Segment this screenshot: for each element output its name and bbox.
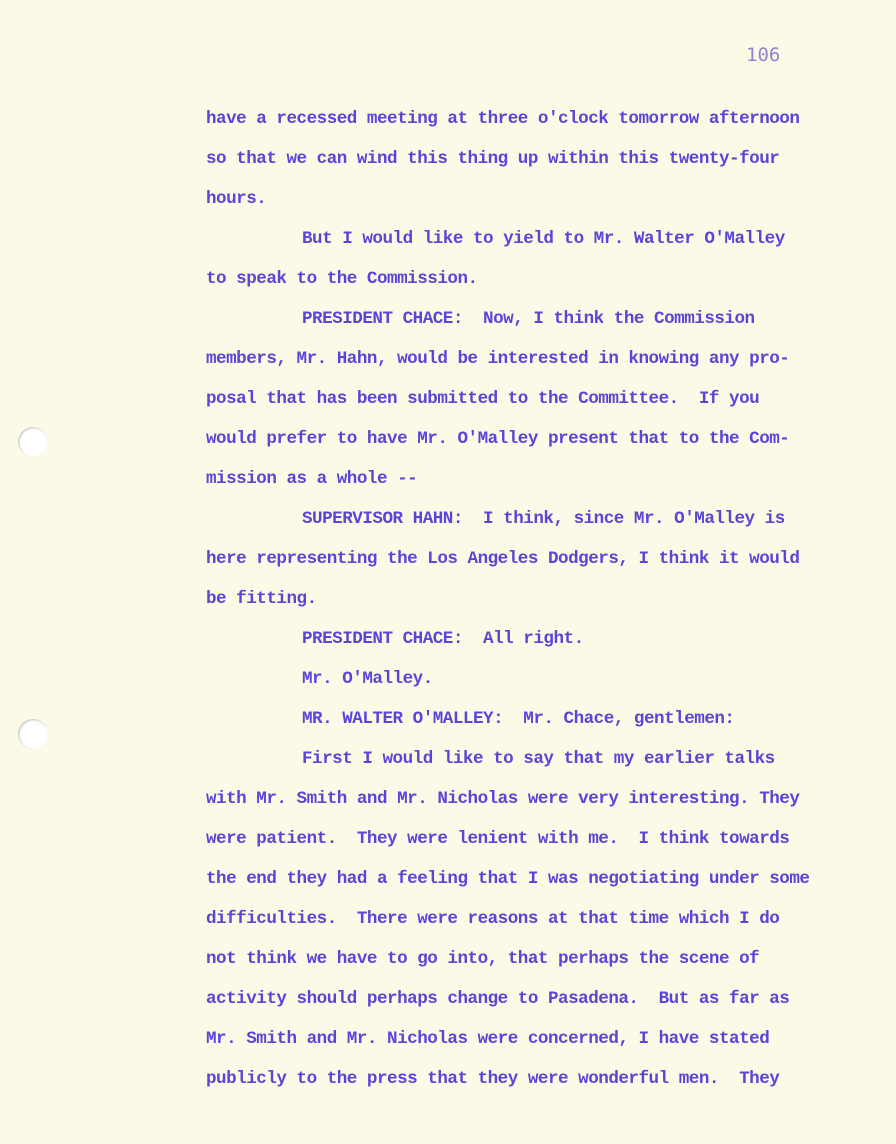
transcript-line: with Mr. Smith and Mr. Nicholas were very interesting. They bbox=[206, 789, 800, 809]
punch-hole bbox=[18, 719, 48, 749]
transcript-line: MR. WALTER O'MALLEY: Mr. Chace, gentlemen: bbox=[302, 709, 735, 729]
transcript-line: would prefer to have Mr. O'Malley present that to the Com- bbox=[206, 429, 790, 449]
transcript-line: Mr. O'Malley. bbox=[302, 669, 433, 689]
transcript-line: were patient. They were lenient with me. I think towards bbox=[206, 829, 790, 849]
transcript-line: the end they had a feeling that I was negotiating under some bbox=[206, 869, 810, 889]
transcript-line: difficulties. There were reasons at that time which I do bbox=[206, 909, 780, 929]
transcript-line: not think we have to go into, that perhaps the scene of bbox=[206, 949, 760, 969]
transcript-line: Mr. Smith and Mr. Nicholas were concerned, I have stated bbox=[206, 1029, 770, 1049]
transcript-line: be fitting. bbox=[206, 589, 317, 609]
transcript-line: members, Mr. Hahn, would be interested in knowing any pro- bbox=[206, 349, 790, 369]
page-number: 106 bbox=[746, 44, 781, 66]
transcript-line: have a recessed meeting at three o'clock tomorrow afternoon bbox=[206, 109, 800, 129]
transcript-line: activity should perhaps change to Pasadena. But as far as bbox=[206, 989, 790, 1009]
transcript-line: PRESIDENT CHACE: All right. bbox=[302, 629, 584, 649]
transcript-line: But I would like to yield to Mr. Walter O'Malley bbox=[302, 229, 785, 249]
transcript-line: SUPERVISOR HAHN: I think, since Mr. O'Malley is bbox=[302, 509, 785, 529]
transcript-line: mission as a whole -- bbox=[206, 469, 418, 489]
transcript-line: publicly to the press that they were wonderful men. They bbox=[206, 1069, 780, 1089]
transcript-line: First I would like to say that my earlier talks bbox=[302, 749, 775, 769]
transcript-text bbox=[206, 99, 886, 1099]
transcript-line: hours. bbox=[206, 189, 267, 209]
transcript-line: PRESIDENT CHACE: Now, I think the Commission bbox=[302, 309, 755, 329]
punch-hole bbox=[18, 427, 48, 457]
transcript-line: here representing the Los Angeles Dodgers, I think it would bbox=[206, 549, 800, 569]
transcript-line: posal that has been submitted to the Committee. If you bbox=[206, 389, 760, 409]
transcript-line: to speak to the Commission. bbox=[206, 269, 478, 289]
transcript-line: so that we can wind this thing up within this twenty-four bbox=[206, 149, 780, 169]
